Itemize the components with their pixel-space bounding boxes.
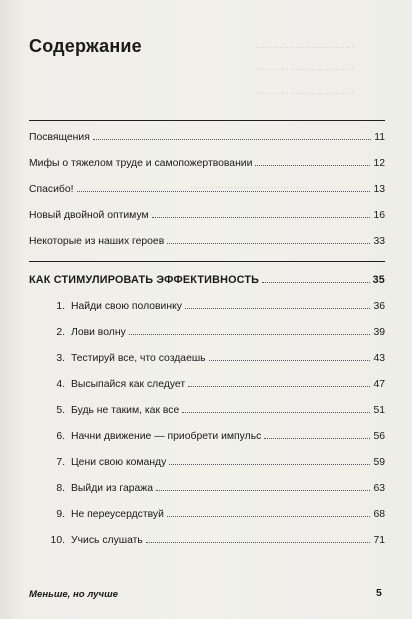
toc-chapter: [29, 376, 385, 390]
chapter-number: 4.: [56, 379, 65, 390]
chapter-label: Выйди из гаража: [71, 483, 154, 494]
chapter-page: 71: [373, 535, 385, 546]
toc-entry-page: 13: [373, 184, 385, 195]
toc-entry-label: Спасибо!: [29, 184, 74, 195]
leader-dots: [146, 541, 371, 543]
chapter-label: Начни движение — приобрети импульс: [71, 431, 262, 442]
leader-dots: [255, 164, 370, 166]
toc-entry-page: 11: [374, 132, 385, 143]
chapter-label: Будь не таким, как все: [71, 405, 180, 416]
toc-entry-page: 12: [373, 158, 385, 169]
chapter-label: Найди свою половинку: [71, 301, 182, 312]
chapter-number: 9.: [56, 509, 65, 520]
leader-dots: [167, 515, 371, 517]
toc-chapter: [29, 506, 385, 520]
toc-chapter: [29, 454, 385, 468]
chapter-label: Не переусердствуй: [71, 509, 164, 520]
toc-entry-label: Мифы о тяжелом труде и самопожертвовании: [29, 158, 253, 169]
show-through-text: ‥‥‥‥‥‥‥‥‥‥‥‥‥‥‥‥: [255, 62, 355, 72]
chapter-page: 36: [373, 301, 385, 312]
chapter-page: 39: [373, 327, 385, 338]
leader-dots: [262, 281, 369, 283]
leader-dots: [185, 307, 370, 309]
leader-dots: [93, 138, 371, 140]
top-divider: [29, 120, 385, 121]
chapter-page: 56: [373, 431, 385, 442]
running-footer-title: Меньше, но лучше: [29, 589, 118, 600]
leader-dots: [182, 411, 370, 413]
chapter-label: Учись слушать: [71, 535, 143, 546]
chapter-number: 8.: [56, 483, 65, 494]
toc-entry: [29, 207, 385, 221]
leader-dots: [188, 385, 370, 387]
page-number: 5: [376, 587, 382, 599]
toc-chapter: [29, 324, 385, 338]
toc-chapter: [29, 350, 385, 364]
toc-entry: [29, 233, 385, 247]
toc-chapter: [29, 532, 385, 546]
chapter-label: Лови волну: [71, 327, 126, 338]
toc-entry-page: 16: [373, 210, 385, 221]
show-through-text: ‥‥‥‥‥‥‥‥‥‥‥‥‥‥‥‥: [255, 86, 355, 96]
toc-entry-label: Некоторые из наших героев: [29, 236, 165, 247]
show-through-text: ‥‥‥‥‥‥‥‥‥‥‥‥‥‥‥‥: [255, 40, 355, 50]
chapter-number: 10.: [50, 535, 65, 546]
chapter-number: 5.: [56, 405, 65, 416]
chapter-number: 2.: [56, 327, 65, 338]
chapter-label: Высыпайся как следует: [71, 379, 186, 390]
leader-dots: [156, 489, 370, 491]
chapter-page: 68: [373, 509, 385, 520]
toc-entry-label: Новый двойной оптимум: [29, 210, 149, 221]
leader-dots: [129, 333, 371, 335]
chapter-number: 1.: [56, 301, 65, 312]
toc-section: [29, 272, 385, 286]
section-label: КАК СТИМУЛИРОВАТЬ ЭФФЕКТИВНОСТЬ: [29, 274, 260, 286]
chapter-page: 47: [373, 379, 385, 390]
chapter-page: 59: [373, 457, 385, 468]
toc-chapter: [29, 428, 385, 442]
section-page: 35: [372, 274, 385, 286]
chapter-page: 63: [373, 483, 385, 494]
leader-dots: [209, 359, 371, 361]
chapter-number: 3.: [56, 353, 65, 364]
leader-dots: [152, 216, 371, 218]
chapter-label: Цени свою команду: [71, 457, 167, 468]
toc-entry-page: 33: [373, 236, 385, 247]
leader-dots: [167, 242, 370, 244]
section-divider: [29, 261, 385, 262]
chapter-page: 51: [373, 405, 385, 416]
leader-dots: [77, 190, 371, 192]
page-title: Содержание: [29, 36, 142, 56]
toc-entry: [29, 155, 385, 169]
toc-chapter: [29, 298, 385, 312]
chapter-page: 43: [373, 353, 385, 364]
leader-dots: [264, 437, 370, 439]
toc-chapter: [29, 480, 385, 494]
leader-dots: [169, 463, 370, 465]
show-through-text: ‥‥‥‥‥‥‥‥‥‥‥‥‥‥‥‥‥‥‥: [190, 180, 308, 190]
toc-entry-label: Посвящения: [29, 132, 90, 143]
chapter-number: 6.: [56, 431, 65, 442]
chapter-label: Тестируй все, что создаешь: [71, 353, 206, 364]
chapter-number: 7.: [56, 457, 65, 468]
toc-entry: [29, 181, 385, 195]
toc-entry: [29, 129, 385, 143]
toc-chapter: [29, 402, 385, 416]
